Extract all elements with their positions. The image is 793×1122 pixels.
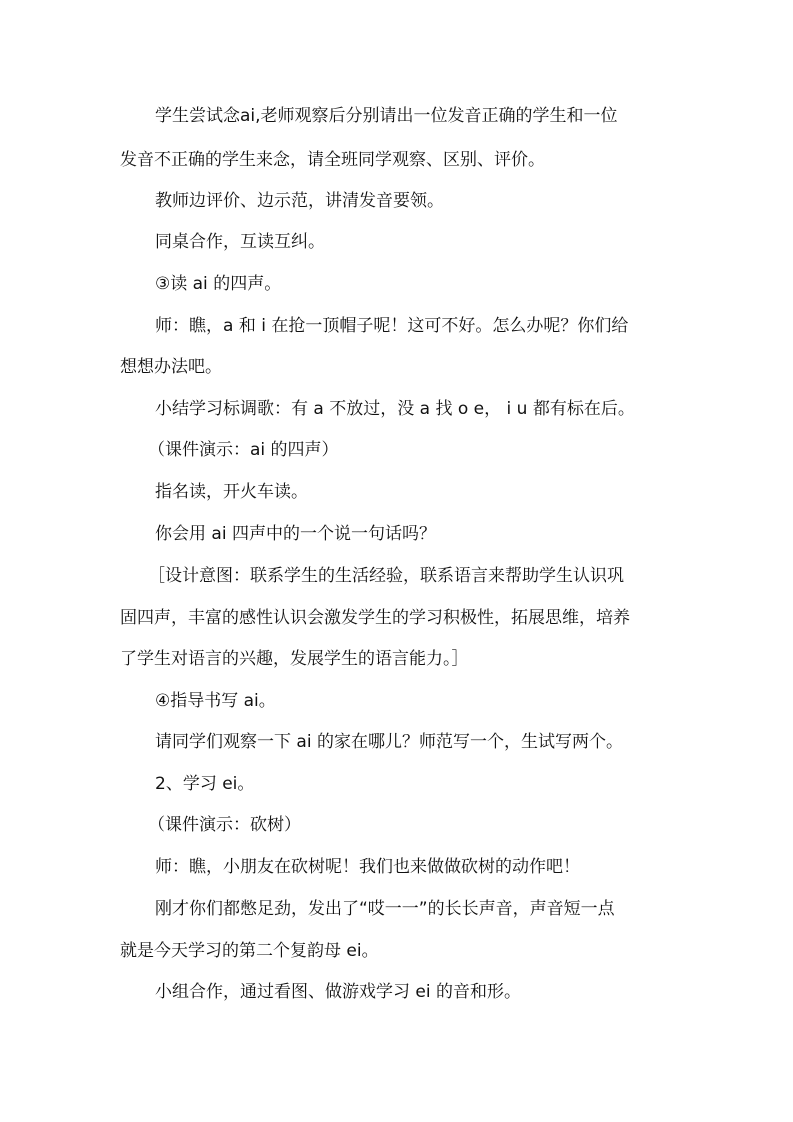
paragraph-line: ［设计意图：联系学生的生活经验，联系语言来帮助学生认识巩	[148, 566, 624, 586]
paragraph-line: 发音不正确的学生来念，请全班同学观察、区别、评价。	[120, 150, 545, 170]
paragraph-line: 教师边评价、边示范，讲清发音要领。	[155, 191, 444, 211]
paragraph-line: 你会用 ai 四声中的一个说一句话吗？	[155, 524, 436, 544]
paragraph-line: 师：瞧，小朋友在砍树呢！我们也来做做砍树的动作吧！	[155, 857, 580, 877]
paragraph-line: 指名读，开火车读。	[155, 482, 308, 502]
paragraph-line: 刚才你们都憋足劲，发出了“哎一一”的长长声音，声音短一点	[155, 899, 615, 919]
paragraph-line: （课件演示：ai 的四声）	[148, 440, 339, 460]
paragraph-line: 小组合作，通过看图、做游戏学习 ei 的音和形。	[155, 982, 521, 1002]
paragraph-line: 固四声，丰富的感性认识会激发学生的学习积极性，拓展思维，培养	[120, 608, 630, 628]
paragraph-line: 就是今天学习的第二个复韵母 ei。	[120, 941, 379, 961]
paragraph-line: 2、学习 ei。	[155, 774, 255, 794]
paragraph-line: 请同学们观察一下 ai 的家在哪儿？师范写一个，生试写两个。	[155, 732, 623, 752]
paragraph-line: 了学生对语言的兴趣，发展学生的语言能力。］	[120, 649, 469, 669]
paragraph-line: 师：瞧，a 和 i 在抢一顶帽子呢！这可不好。怎么办呢？你们给	[155, 316, 629, 336]
paragraph-line: ④指导书写 ai。	[155, 691, 276, 711]
paragraph-line: 同桌合作，互读互纠。	[155, 232, 325, 252]
paragraph-line: 想想办法吧。	[120, 357, 222, 377]
paragraph-line: 学生尝试念ai,老师观察后分别请出一位发音正确的学生和一位	[155, 106, 618, 126]
paragraph-line: （课件演示：砍树）	[148, 815, 301, 835]
paragraph-line: ③读 ai 的四声。	[155, 274, 282, 294]
paragraph-line: 小结学习标调歌：有 a 不放过，没 a 找 o e， i u 都有标在后。	[155, 399, 635, 419]
